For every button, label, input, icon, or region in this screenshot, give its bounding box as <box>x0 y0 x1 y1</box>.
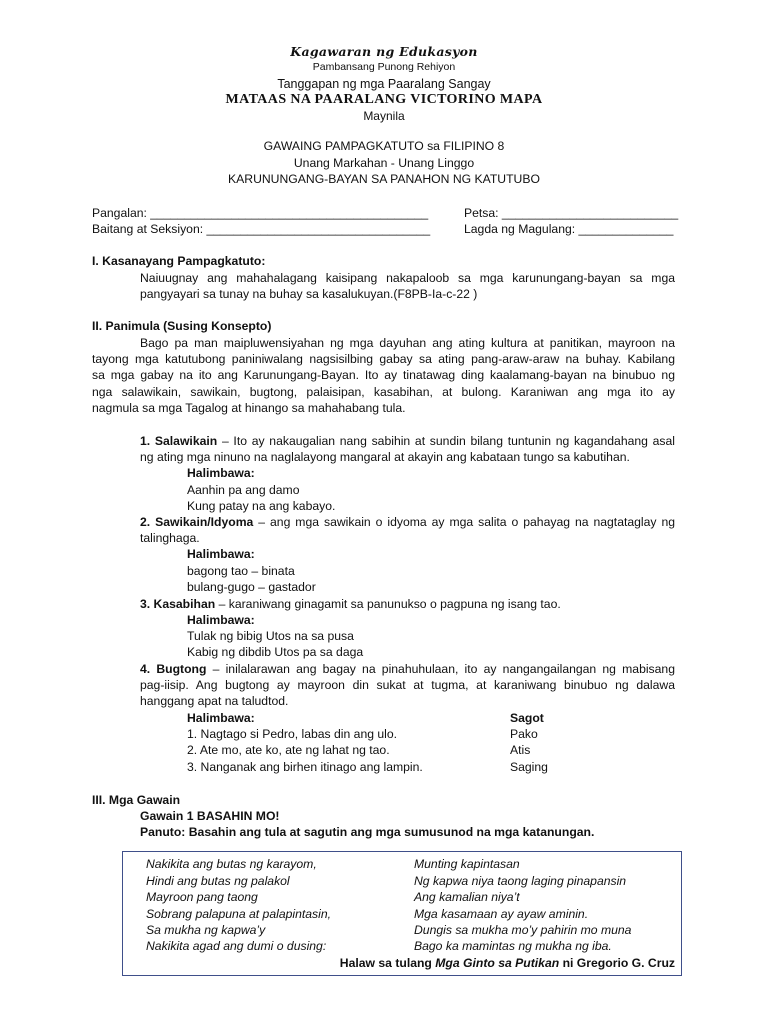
section-2-line-2: tayong mga katutubong paniniwalang nagsisilbing gabay sa ating pang-araw-araw na buhay. Kabilang <box>92 352 675 366</box>
poem-source <box>340 956 675 970</box>
poem-right-line-2: Ng kapwa niya taong laging pinapansin <box>414 874 627 888</box>
bugtong-line-1 <box>140 662 675 676</box>
sawikain-line-1 <box>140 515 675 529</box>
date-field[interactable]: Petsa: __________________________ <box>464 206 679 220</box>
bugtong-desc: – inilalarawan ang bagay na pinahuhulaan, ito ay nangangailangan ng mabisang <box>206 662 675 676</box>
bugtong-halimbawa: Halimbawa: <box>187 711 255 725</box>
riddle-3: 3. Nanganak ang birhen itinago ang lampin. <box>187 760 423 774</box>
poem-source-author: ni Gregorio G. Cruz <box>559 956 675 970</box>
section-2-line-5: nagmula sa mga Tagalog at hinango sa mahahabang tula. <box>92 401 406 415</box>
poem-right-line-3: Ang kamalian niya’t <box>414 890 520 904</box>
poem-left-line-6: Nakikita agad ang dumi o dusing: <box>146 939 327 953</box>
riddle-2-answer: Atis <box>510 743 531 757</box>
salawikain-line-1 <box>140 434 675 448</box>
title-line-3: KARUNUNGANG-BAYAN SA PANAHON NG KATUTUBO <box>228 172 540 186</box>
poem-source-prefix: Halaw sa tulang <box>339 956 436 970</box>
poem-right-line-4: Mga kasamaan ay ayaw aminin. <box>414 907 589 921</box>
riddle-1: 1. Nagtago si Pedro, labas din ang ulo. <box>187 727 398 741</box>
region-name: Pambansang Punong Rehiyon <box>312 61 456 73</box>
kasabihan-line-1 <box>140 597 561 611</box>
parent-signature-field[interactable]: Lagda ng Magulang: ______________ <box>464 222 674 236</box>
kasabihan-example-1: Tulak ng bibig Utos na sa pusa <box>187 629 354 643</box>
gawain-1-title: Gawain 1 BASAHIN MO! <box>140 809 280 823</box>
sawikain-desc: – ang mga sawikain o idyoma ay mga salita o pahayag na nagtataglay ng <box>253 515 675 529</box>
section-2-line-1: Bago pa man maipluwensiyahan ng mga dayuhan ang ating kultura at panitikan, mayroon na <box>140 336 675 350</box>
riddle-2: 2. Ate mo, ate ko, ate ng lahat ng tao. <box>187 743 390 757</box>
city-name: Maynila <box>363 109 405 123</box>
section-2-line-3: sa mga gabay na ito ang Karunungang-Bayan. Ito ay tinatawag ding kaalamang-bayan na binubuo ng <box>92 368 675 382</box>
poem-left-line-1: Nakikita ang butas ng karayom, <box>146 857 317 871</box>
bugtong-term: 4. Bugtong <box>140 662 207 676</box>
poem-left-line-5: Sa mukha ng kapwa’y <box>146 923 266 937</box>
kasabihan-desc: – karaniwang ginagamit sa panunukso o pagpuna ng isang tao. <box>215 597 561 611</box>
section-1-line-2: pangyayari sa tunay na buhay sa kasalukuyan.(F8PB-Ia-c-22 ) <box>140 287 478 301</box>
section-2-heading: II. Panimula (Susing Konsepto) <box>92 319 272 333</box>
poem-left-line-3: Mayroon pang taong <box>146 890 258 904</box>
kasabihan-term: 3. Kasabihan <box>140 597 216 611</box>
section-field[interactable]: Baitang at Seksiyon: _________________________________ <box>92 222 431 236</box>
kasabihan-halimbawa: Halimbawa: <box>187 613 255 627</box>
sawikain-line-2: talinghaga. <box>140 531 200 545</box>
salawikain-term: 1. Salawikain <box>140 434 218 448</box>
section-1-heading: I. Kasanayang Pampagkatuto: <box>92 254 266 268</box>
title-line-2: Unang Markahan - Unang Linggo <box>293 156 475 170</box>
salawikain-line-2: ng ating mga ninuno na naglalayong mangaral at akayin ang kabataan tungo sa kabutihan. <box>140 450 630 464</box>
panuto: Panuto: Basahin ang tula at sagutin ang mga sumusunod na mga katanungan. <box>140 825 595 839</box>
bugtong-sagot-header: Sagot <box>510 711 544 725</box>
section-3-heading: III. Mga Gawain <box>92 793 181 807</box>
salawikain-desc: – Ito ay nakaugalian nang sabihin at sundin bilang tuntunin ng kagandahang asal <box>217 434 675 448</box>
title-line-1: GAWAING PAMPAGKATUTO sa FILIPINO 8 <box>263 139 505 153</box>
sawikain-example-1: bagong tao – binata <box>187 564 295 578</box>
office-name: Tanggapan ng mga Paaralang Sangay <box>277 77 491 91</box>
riddle-3-answer: Saging <box>510 760 548 774</box>
name-field[interactable]: Pangalan: _________________________________________ <box>92 206 429 220</box>
school-name: MATAAS NA PAARALANG VICTORINO MAPA <box>225 92 543 107</box>
poem-source-title: Mga Ginto sa Putikan <box>435 956 560 970</box>
section-1-line-1: Naiuugnay ang mahahalagang kaisipang nakapaloob sa mga karunungang-bayan sa mga <box>140 271 675 285</box>
poem-left-line-2: Hindi ang butas ng palakol <box>146 874 290 888</box>
riddle-1-answer: Pako <box>510 727 538 741</box>
poem-right-line-1: Munting kapintasan <box>414 857 520 871</box>
bugtong-line-3: hanggang apat na taludtod. <box>140 694 289 708</box>
sawikain-example-2: bulang-gugo – gastador <box>187 580 316 594</box>
bugtong-line-2: pag-iisip. Ang bugtong ay mayroon din sukat at tugma, at karaniwang binubuo ng dalawa <box>140 678 675 692</box>
sawikain-term: 2. Sawikain/Idyoma <box>140 515 254 529</box>
salawikain-example-1: Aanhin pa ang damo <box>187 483 300 497</box>
kasabihan-example-2: Kabig ng dibdib Utos pa sa daga <box>187 645 364 659</box>
section-2-line-4: nga salawikain, sawikain, bugtong, palaisipan, kasabihan, at bulong. Karaniwan ang mga ito ay <box>92 385 675 399</box>
poem-right-line-5: Dungis sa mukha mo’y pahirin mo muna <box>414 923 632 937</box>
department-name: Kagawaran ng Edukasyon <box>290 44 478 59</box>
salawikain-example-2: Kung patay na ang kabayo. <box>187 499 336 513</box>
sawikain-halimbawa: Halimbawa: <box>187 547 255 561</box>
poem-left-line-4: Sobrang palapuna at palapintasin, <box>146 907 331 921</box>
poem-right-line-6: Bago ka mamintas ng mukha ng iba. <box>414 939 612 953</box>
salawikain-halimbawa: Halimbawa: <box>187 466 255 480</box>
